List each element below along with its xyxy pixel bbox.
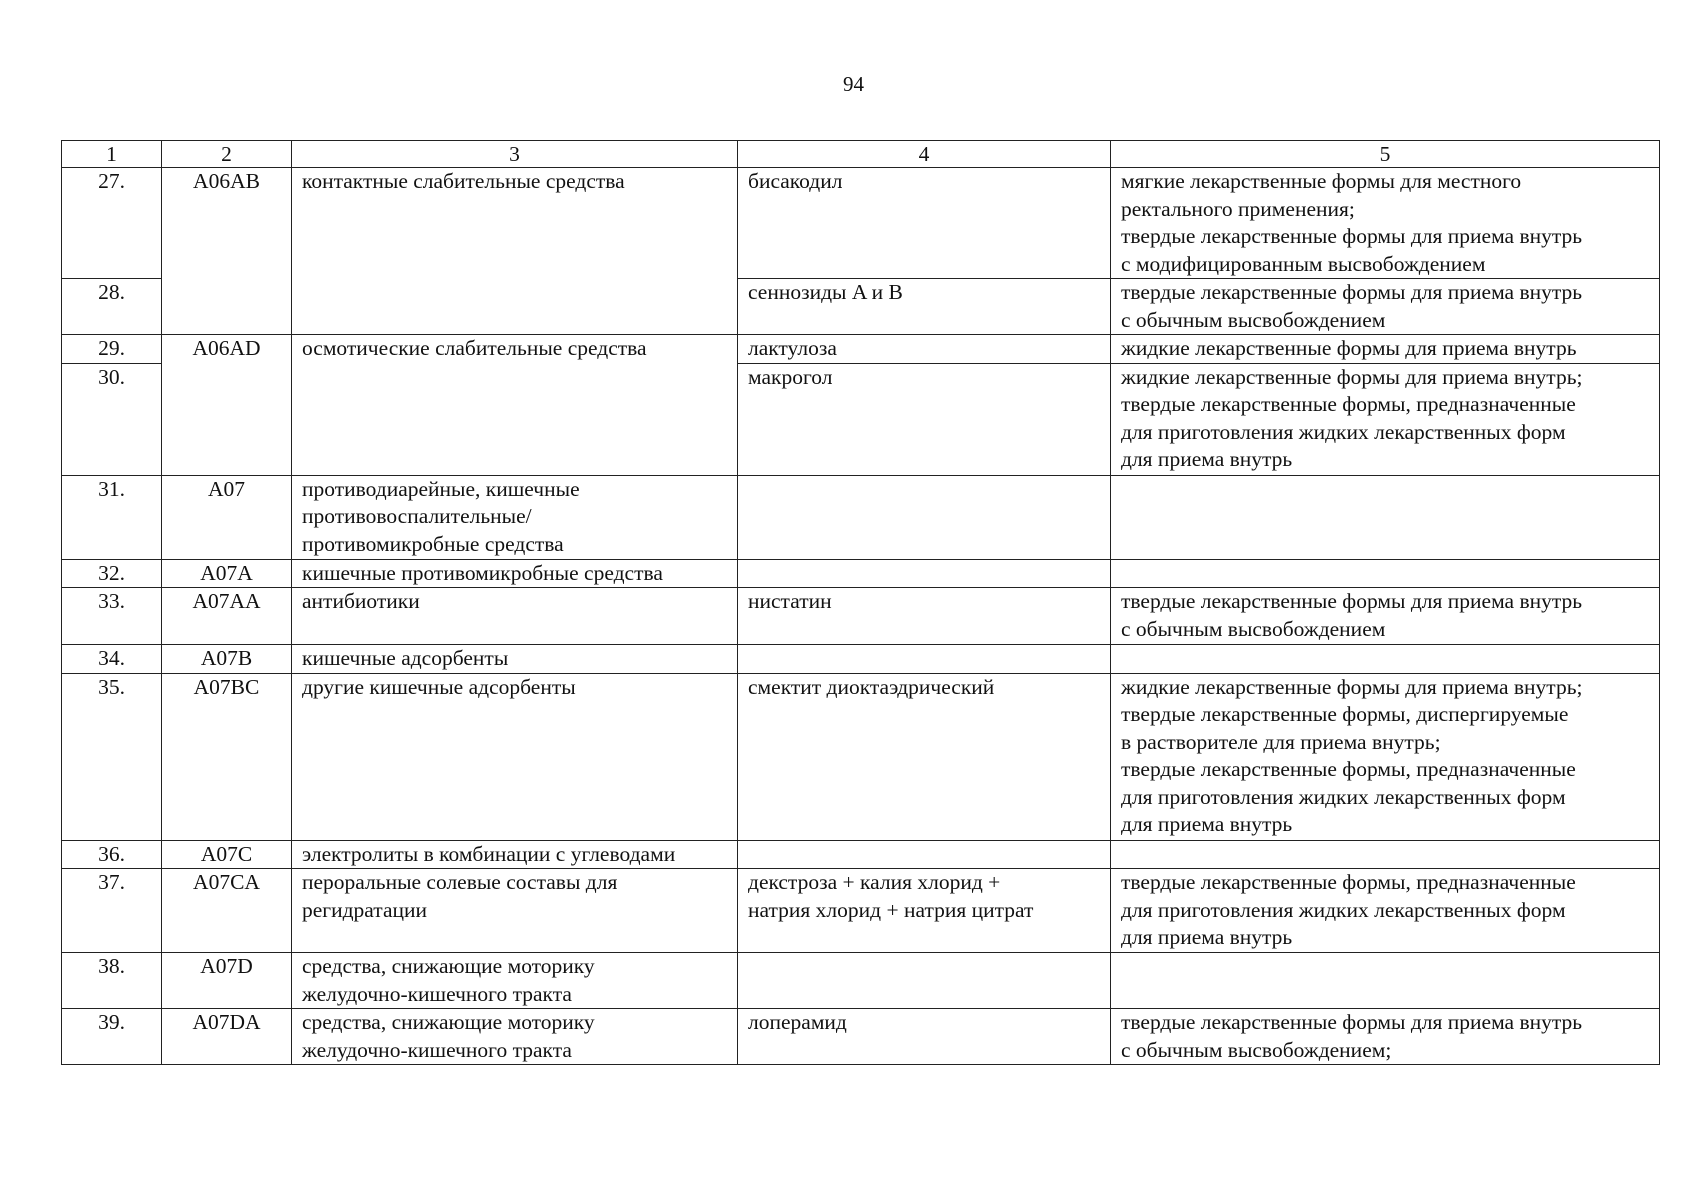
cell-text-line: макрогол	[748, 364, 833, 389]
cell-text-line: противовоспалительные/	[302, 504, 532, 528]
cell-text-line: лактулоза	[748, 336, 837, 360]
row-number-cell: 31.	[62, 475, 162, 559]
cell-text-line: смектит диоктаэдрический	[748, 674, 995, 699]
cell-text-line: твердые лекарственные формы для приема внутрь	[1121, 224, 1583, 248]
table-row	[62, 335, 1660, 364]
cell-text-line: для приема внутрь	[1121, 447, 1293, 471]
cell-text-line: натрия хлорид + натрия цитрат	[748, 897, 1034, 922]
cell-text-line: ректального применения;	[1121, 196, 1355, 221]
table-row	[62, 953, 1660, 1009]
atc-code-cell: A07CA	[162, 869, 292, 953]
table-row	[62, 840, 1660, 869]
cell-text-line: кишечные противомикробные средства	[302, 560, 663, 585]
cell-text-line: жидкие лекарственные формы для приема внутрь;	[1121, 674, 1583, 699]
cell-text-line: жидкие лекарственные формы для приема внутрь	[1121, 336, 1577, 360]
page-number: 94	[843, 72, 864, 96]
dosage-form-cell	[1111, 645, 1660, 674]
drug-name-cell	[738, 645, 1111, 674]
header-cell-1: 1	[62, 141, 162, 168]
table-row	[62, 168, 1660, 279]
row-number-cell: 32.	[62, 559, 162, 588]
row-number-cell: 39.	[62, 1009, 162, 1065]
drug-name-cell	[738, 673, 1111, 840]
dosage-form-cell	[1111, 840, 1660, 869]
row-number-cell: 38.	[62, 953, 162, 1009]
header-cell-2: 2	[162, 141, 292, 168]
anatomical-group-cell	[292, 953, 738, 1009]
dosage-form-cell	[1111, 363, 1660, 475]
dosage-form-cell	[1111, 279, 1660, 335]
anatomical-group-cell	[292, 673, 738, 840]
atc-code-cell: A07D	[162, 953, 292, 1009]
cell-text-line: с обычным высвобождением;	[1121, 1037, 1392, 1062]
drug-table	[61, 140, 1660, 1065]
table-row	[62, 1009, 1660, 1065]
anatomical-group-cell	[292, 869, 738, 953]
row-number-cell: 35.	[62, 673, 162, 840]
row-number-cell: 36.	[62, 840, 162, 869]
cell-text-line: бисакодил	[748, 169, 843, 193]
row-number-cell: 29.	[62, 335, 162, 364]
dosage-form-cell	[1111, 1009, 1660, 1065]
cell-text-line: твердые лекарственные формы, предназначенные	[1121, 870, 1576, 894]
table-header-row	[62, 141, 1660, 168]
cell-text-line: с модифицированным высвобождением	[1121, 251, 1486, 276]
drug-name-cell	[738, 1009, 1111, 1065]
cell-text-line: осмотические слабительные средства	[302, 336, 647, 360]
cell-text-line: электролиты в комбинации с углеводами	[302, 841, 676, 866]
cell-text-line: твердые лекарственные формы для приема внутрь	[1121, 280, 1583, 304]
header-cell-5: 5	[1111, 141, 1660, 168]
drug-name-cell	[738, 953, 1111, 1009]
drug-name-cell	[738, 335, 1111, 364]
row-number-cell: 27.	[62, 168, 162, 279]
cell-text-line: нистатин	[748, 589, 832, 613]
cell-text-line: противомикробные средства	[302, 531, 564, 556]
anatomical-group-cell	[292, 840, 738, 869]
atc-code-cell: A07C	[162, 840, 292, 869]
cell-text-line: для приготовления жидких лекарственных форм	[1121, 419, 1566, 444]
cell-text-line: для приема внутрь	[1121, 812, 1293, 836]
atc-code-cell: A06AB	[162, 168, 292, 335]
cell-text-line: для приготовления жидких лекарственных форм	[1121, 897, 1566, 922]
drug-name-cell	[738, 168, 1111, 279]
atc-code-cell: A07A	[162, 559, 292, 588]
dosage-form-cell	[1111, 953, 1660, 1009]
drug-name-cell	[738, 279, 1111, 335]
cell-text-line: декстроза + калия хлорид +	[748, 870, 1001, 894]
atc-code-cell: A06AD	[162, 335, 292, 476]
header-cell-4: 4	[738, 141, 1111, 168]
atc-code-cell: A07DA	[162, 1009, 292, 1065]
dosage-form-cell	[1111, 168, 1660, 279]
cell-text-line: средства, снижающие моторику	[302, 954, 595, 978]
cell-text-line: желудочно-кишечного тракта	[302, 981, 572, 1006]
table-row	[62, 869, 1660, 953]
cell-text-line: регидратации	[302, 897, 428, 922]
cell-text-line: с обычным высвобождением	[1121, 307, 1386, 332]
cell-text-line: для приема внутрь	[1121, 925, 1293, 949]
dosage-form-cell	[1111, 559, 1660, 588]
cell-text-line: твердые лекарственные формы, предназначенные	[1121, 757, 1576, 781]
cell-text-line: твердые лекарственные формы для приема внутрь	[1121, 1010, 1583, 1034]
atc-code-cell: A07B	[162, 645, 292, 674]
table-row	[62, 588, 1660, 645]
cell-text-line: лоперамид	[748, 1010, 847, 1034]
row-number-cell: 28.	[62, 279, 162, 335]
dosage-form-cell	[1111, 475, 1660, 559]
drug-name-cell	[738, 475, 1111, 559]
anatomical-group-cell	[292, 588, 738, 645]
drug-name-cell	[738, 559, 1111, 588]
dosage-form-cell	[1111, 673, 1660, 840]
row-number-cell: 34.	[62, 645, 162, 674]
anatomical-group-cell	[292, 559, 738, 588]
anatomical-group-cell	[292, 335, 738, 476]
table-row	[62, 645, 1660, 674]
cell-text-line: пероральные солевые составы для	[302, 870, 618, 894]
cell-text-line: твердые лекарственные формы, диспергируемые	[1121, 702, 1569, 726]
anatomical-group-cell	[292, 1009, 738, 1065]
cell-text-line: противодиарейные, кишечные	[302, 476, 580, 501]
cell-text-line: контактные слабительные средства	[302, 169, 625, 193]
cell-text-line: для приготовления жидких лекарственных форм	[1121, 784, 1566, 809]
header-cell-3: 3	[292, 141, 738, 168]
cell-text-line: жидкие лекарственные формы для приема внутрь;	[1121, 364, 1583, 389]
row-number-cell: 37.	[62, 869, 162, 953]
drug-name-cell	[738, 869, 1111, 953]
cell-text-line: в растворителе для приема внутрь;	[1121, 729, 1441, 754]
anatomical-group-cell	[292, 168, 738, 335]
atc-code-cell: A07BC	[162, 673, 292, 840]
dosage-form-cell	[1111, 335, 1660, 364]
drug-name-cell	[738, 588, 1111, 645]
anatomical-group-cell	[292, 645, 738, 674]
table-row	[62, 673, 1660, 840]
table-row	[62, 475, 1660, 559]
cell-text-line: с обычным высвобождением	[1121, 616, 1386, 641]
cell-text-line: средства, снижающие моторику	[302, 1010, 595, 1034]
cell-text-line: кишечные адсорбенты	[302, 646, 509, 670]
cell-text-line: желудочно-кишечного тракта	[302, 1037, 572, 1062]
table-row	[62, 559, 1660, 588]
anatomical-group-cell	[292, 475, 738, 559]
cell-text-line: мягкие лекарственные формы для местного	[1121, 169, 1522, 193]
cell-text-line: сеннозиды A и B	[748, 280, 903, 304]
cell-text-line: твердые лекарственные формы для приема внутрь	[1121, 589, 1583, 613]
cell-text-line: твердые лекарственные формы, предназначенные	[1121, 392, 1576, 416]
atc-code-cell: A07	[162, 475, 292, 559]
dosage-form-cell	[1111, 588, 1660, 645]
atc-code-cell: A07AA	[162, 588, 292, 645]
drug-name-cell	[738, 363, 1111, 475]
row-number-cell: 33.	[62, 588, 162, 645]
dosage-form-cell	[1111, 869, 1660, 953]
row-number-cell: 30.	[62, 363, 162, 475]
cell-text-line: другие кишечные адсорбенты	[302, 674, 576, 699]
cell-text-line: антибиотики	[302, 589, 420, 613]
drug-name-cell	[738, 840, 1111, 869]
